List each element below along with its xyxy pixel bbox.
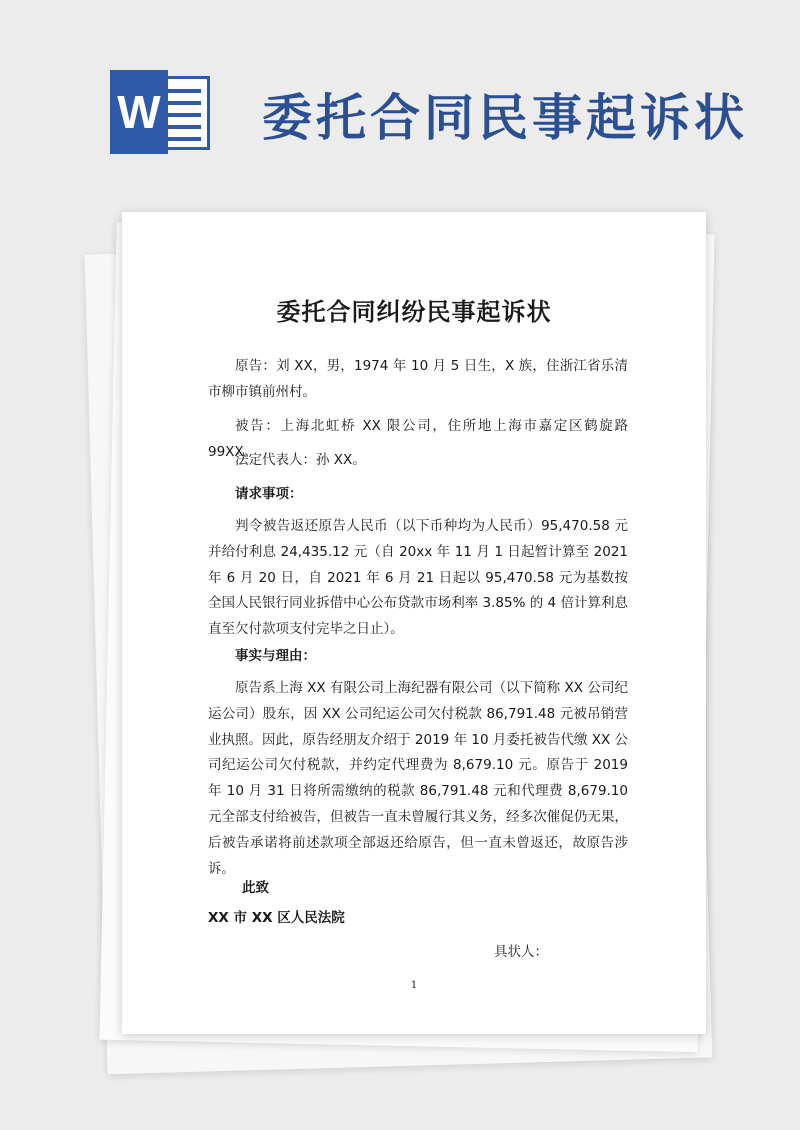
document-title: 委托合同纠纷民事起诉状 bbox=[276, 298, 552, 326]
claims-heading: 请求事项： bbox=[235, 486, 303, 502]
plaintiff-paragraph: 原告：刘 XX，男，1974 年 10 月 5 日生，X 族，住浙江省乐清市柳市镇前州村。 bbox=[208, 358, 628, 400]
word-document-icon bbox=[110, 70, 212, 154]
court-name: XX 市 XX 区人民法院 bbox=[208, 910, 345, 926]
legal-representative: 法定代表人：孙 XX。 bbox=[235, 452, 366, 468]
defendant-paragraph: 被告：上海北虹桥 XX 限公司，住所地上海市嘉定区鹤旋路 99XX。 bbox=[208, 418, 628, 460]
banner-title: 委托合同民事起诉状 bbox=[262, 89, 748, 147]
word-logo-letter: W bbox=[110, 70, 168, 154]
signer-label: 具状人： bbox=[494, 944, 548, 960]
signoff: 此致 bbox=[242, 880, 269, 896]
claims-paragraph: 判令被告返还原告人民币（以下币种均为人民币）95,470.58 元并给付利息 24,435.12 元（自 20xx 年 11 月 1 日起暂计算至 2021 年 6 月 20 日，自 2021 年 6 月 21 日起以 95,470.58 元为基数按全国人民银行同业拆借中心公布贷款市场利率 3.85% 的 4 倍计算利息直至欠付款项支付完毕之日止）。 bbox=[208, 518, 628, 638]
facts-heading: 事实与理由： bbox=[235, 648, 316, 664]
page-number: 1 bbox=[410, 980, 418, 991]
facts-paragraph: 原告系上海 XX 有限公司上海纪器有限公司（以下简称 XX 公司纪运公司）股东，因 XX 公司纪运公司欠付税款 86,791.48 元被吊销营业执照。因此，原告经朋友介绍于 2019 年 10 月委托被告代缴 XX 公司纪运公司欠付税款，并约定代理费为 8,679.10 元。原告于 2019 年 10 月 31 日将所需缴纳的税款 86,791.48 元和代理费 8,679.10 元全部支付给被告，但被告一直未曾履行其义务，经多次催促仍无果，后被告承诺将前述款项全部返还给原告，但一直未曾返还，故原告涉诉。 bbox=[208, 680, 628, 877]
banner bbox=[0, 0, 800, 190]
document-page bbox=[122, 212, 706, 1034]
